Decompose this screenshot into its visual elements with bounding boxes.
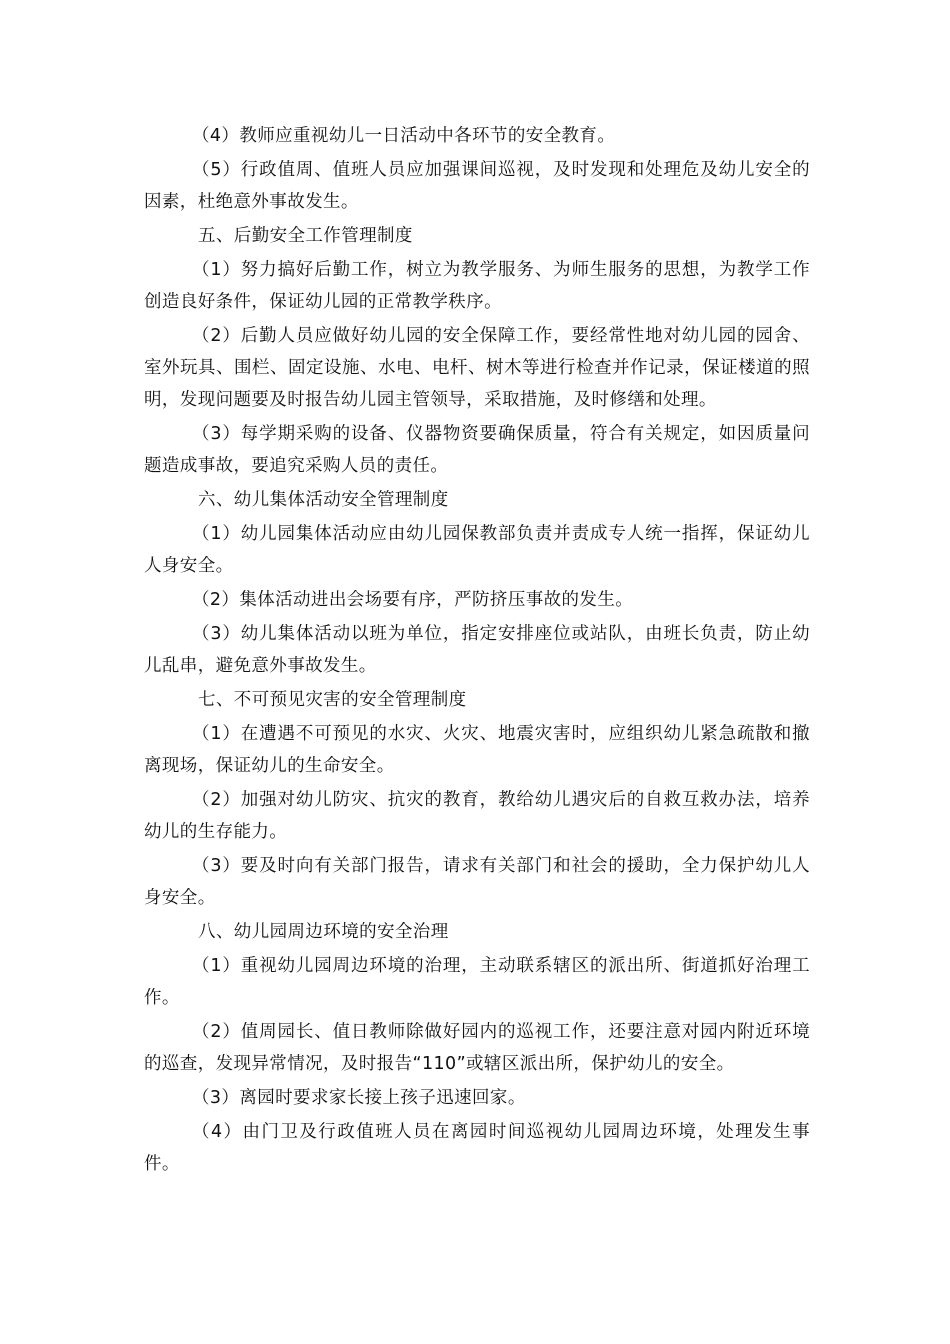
paragraph-group-3: （3）幼儿集体活动以班为单位，指定安排座位或站队，由班长负责，防止幼儿乱串，避免意外事故发生。 [144, 624, 810, 676]
paragraph-group-2: （2）集体活动进出会场要有序，严防挤压事故的发生。 [192, 590, 634, 610]
paragraph-logistics-2: （2）后勤人员应做好幼儿园的安全保障工作，要经常性地对幼儿园的园舍、室外玩具、围栏、固定设施、水电、电杆、树木等进行检查并作记录，保证楼道的照明，发现问题要及时报告幼儿园主管领导，采取措施，及时修缮和处理。 [144, 326, 810, 410]
paragraph-surroundings-3: （3）离园时要求家长接上孩子迅速回家。 [192, 1088, 526, 1108]
document-body [144, 120, 810, 1182]
paragraph-surroundings-4: （4）由门卫及行政值班人员在离园时间巡视幼儿园周边环境，处理发生事件。 [144, 1122, 810, 1174]
paragraph-disaster-1: （1）在遭遇不可预见的水灾、火灾、地震灾害时，应组织幼儿紧急疏散和撤离现场，保证幼儿的生命安全。 [144, 724, 810, 776]
paragraph-logistics-3: （3）每学期采购的设备、仪器物资要确保质量，符合有关规定，如因质量问题造成事故，要追究采购人员的责任。 [144, 424, 810, 476]
paragraph-surroundings-2: （2）值周园长、值日教师除做好园内的巡视工作，还要注意对园内附近环境的巡查，发现异常情况，及时报告“110”或辖区派出所，保护幼儿的安全。 [144, 1022, 810, 1074]
section-heading-disasters: 七、不可预见灾害的安全管理制度 [198, 690, 467, 710]
section-heading-surroundings: 八、幼儿园周边环境的安全治理 [198, 922, 449, 942]
paragraph-disaster-3: （3）要及时向有关部门报告，请求有关部门和社会的援助，全力保护幼儿人身安全。 [144, 856, 810, 908]
paragraph-surroundings-1: （1）重视幼儿园周边环境的治理，主动联系辖区的派出所、街道抓好治理工作。 [144, 956, 810, 1008]
paragraph-group-1: （1）幼儿园集体活动应由幼儿园保教部负责并责成专人统一指挥，保证幼儿人身安全。 [144, 524, 810, 576]
section-heading-logistics: 五、后勤安全工作管理制度 [198, 226, 413, 246]
paragraph-item-5-patrol: （5）行政值周、值班人员应加强课间巡视，及时发现和处理危及幼儿安全的因素，杜绝意外事故发生。 [144, 160, 810, 212]
paragraph-disaster-2: （2）加强对幼儿防灾、抗灾的教育，教给幼儿遇灾后的自救互救办法，培养幼儿的生存能力。 [144, 790, 810, 842]
section-heading-group-activities: 六、幼儿集体活动安全管理制度 [198, 490, 449, 510]
paragraph-logistics-1: （1）努力搞好后勤工作，树立为教学服务、为师生服务的思想，为教学工作创造良好条件，保证幼儿园的正常教学秩序。 [144, 260, 810, 312]
paragraph-item-4-safety-education: （4）教师应重视幼儿一日活动中各环节的安全教育。 [192, 126, 616, 146]
